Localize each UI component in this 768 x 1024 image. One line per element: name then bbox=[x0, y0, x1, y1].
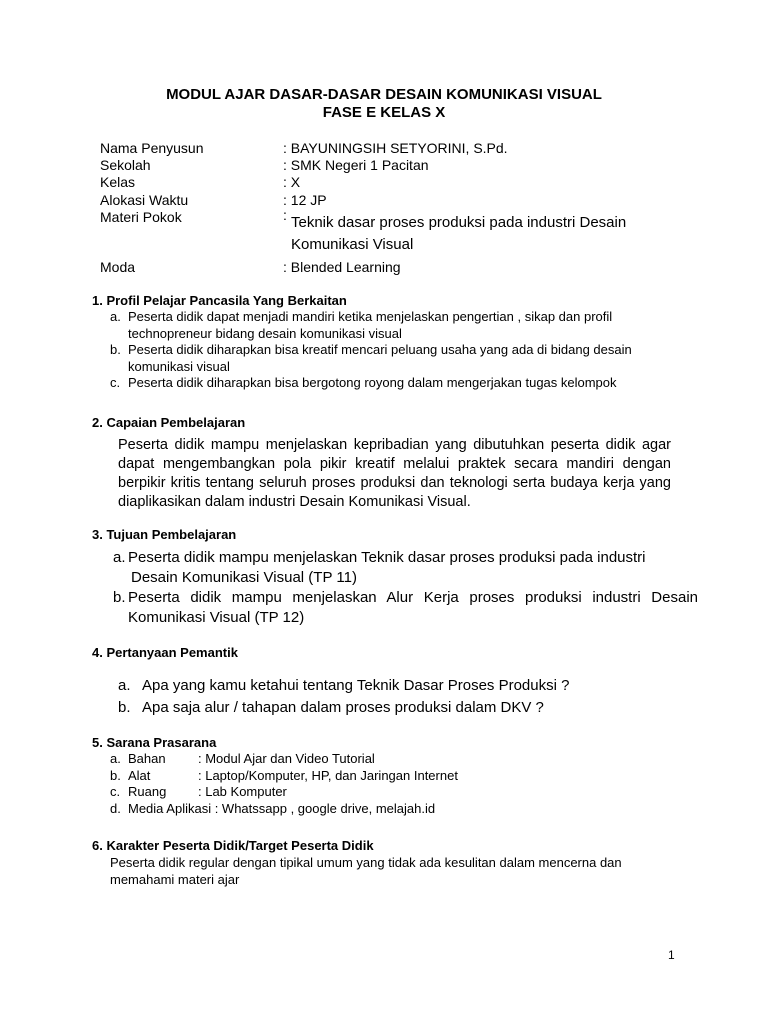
info-label: Nama Penyusun bbox=[100, 140, 204, 156]
document-title: MODUL AJAR DASAR-DASAR DESAIN KOMUNIKASI VISUAL bbox=[166, 86, 602, 103]
section-6-heading: 6. Karakter Peserta Didik/Target Peserta Didik bbox=[92, 838, 374, 853]
document-subtitle: FASE E KELAS X bbox=[322, 104, 446, 121]
page-number: 1 bbox=[668, 948, 675, 962]
section-4-list bbox=[118, 675, 638, 719]
info-value: : SMK Negeri 1 Pacitan bbox=[283, 157, 429, 173]
list-item: c. Ruang : Lab Komputer bbox=[110, 784, 287, 799]
section-5-heading: 5. Sarana Prasarana bbox=[92, 735, 217, 750]
section-4-heading: 4. Pertanyaan Pemantik bbox=[92, 645, 238, 660]
list-item: a. Bahan : Modul Ajar dan Video Tutorial bbox=[110, 751, 375, 766]
list-item: b. Peserta didik mampu menjelaskan Alur Kerja proses produksi industri Desain Komunikasi Visual (TP 12) bbox=[113, 589, 698, 626]
section-3-heading: 3. Tujuan Pembelajaran bbox=[92, 527, 237, 542]
info-value-line2: Komunikasi Visual bbox=[291, 236, 414, 253]
info-value: : Blended Learning bbox=[283, 259, 401, 275]
info-value: : BAYUNINGSIH SETYORINI, S.Pd. bbox=[283, 140, 508, 156]
info-colon: : bbox=[283, 207, 287, 223]
info-label: Kelas bbox=[100, 174, 136, 190]
section-5-list bbox=[110, 751, 630, 817]
section-6-text: Peserta didik regular dengan tipikal umum yang tidak ada kesulitan dalam mencerna dan memahami materi ajar bbox=[110, 855, 622, 887]
section-2-paragraph: Peserta didik mampu menjelaskan kepribadian yang dibutuhkan peserta didik agar dapat mengembangkan pola pikir kreatif melalui praktek secara mandiri dengan berpikir kritis tentang seluruh proses produksi dan teknologi serta budaya kerja yang diaplikasikan dalam industri Desain Komunikasi Visual. bbox=[118, 437, 671, 510]
info-value: : X bbox=[283, 174, 301, 190]
list-item: a. Apa yang kamu ketahui tentang Teknik Dasar Proses Produksi ? bbox=[118, 677, 570, 694]
list-item: b. Peserta didik diharapkan bisa kreatif mencari peluang usaha yang ada di bidang desain komunikasi visual bbox=[110, 342, 632, 374]
info-value-line1: Teknik dasar proses produksi pada industri Desain bbox=[291, 214, 627, 231]
info-label: Alokasi Waktu bbox=[100, 192, 189, 208]
list-item: c. Peserta didik diharapkan bisa bergotong royong dalam mengerjakan tugas kelompok bbox=[110, 375, 617, 390]
section-1-heading: 1. Profil Pelajar Pancasila Yang Berkaitan bbox=[92, 293, 347, 308]
identity-table bbox=[100, 140, 660, 280]
list-item: b. Apa saja alur / tahapan dalam proses produksi dalam DKV ? bbox=[118, 699, 544, 716]
info-value: : 12 JP bbox=[283, 192, 327, 208]
list-item: d. Media Aplikasi : Whatssapp , google drive, melajah.id bbox=[110, 800, 436, 816]
list-item: a. Peserta didik mampu menjelaskan Teknik dasar proses produksi pada industri Desain Komunikasi Visual (TP 11) bbox=[113, 549, 646, 586]
info-label: Moda bbox=[100, 259, 136, 275]
section-2-heading: 2. Capaian Pembelajaran bbox=[92, 415, 246, 430]
section-3-list bbox=[113, 548, 698, 628]
list-item: a. Peserta didik dapat menjadi mandiri ketika menjelaskan pengertian , sikap dan profil technopreneur bidang desain komunikasi visual bbox=[110, 309, 613, 341]
info-label: Materi Pokok bbox=[100, 209, 182, 225]
section-1-list bbox=[110, 309, 670, 392]
info-label: Sekolah bbox=[100, 157, 151, 173]
list-item: b. Alat : Laptop/Komputer, HP, dan Jaringan Internet bbox=[110, 767, 458, 783]
